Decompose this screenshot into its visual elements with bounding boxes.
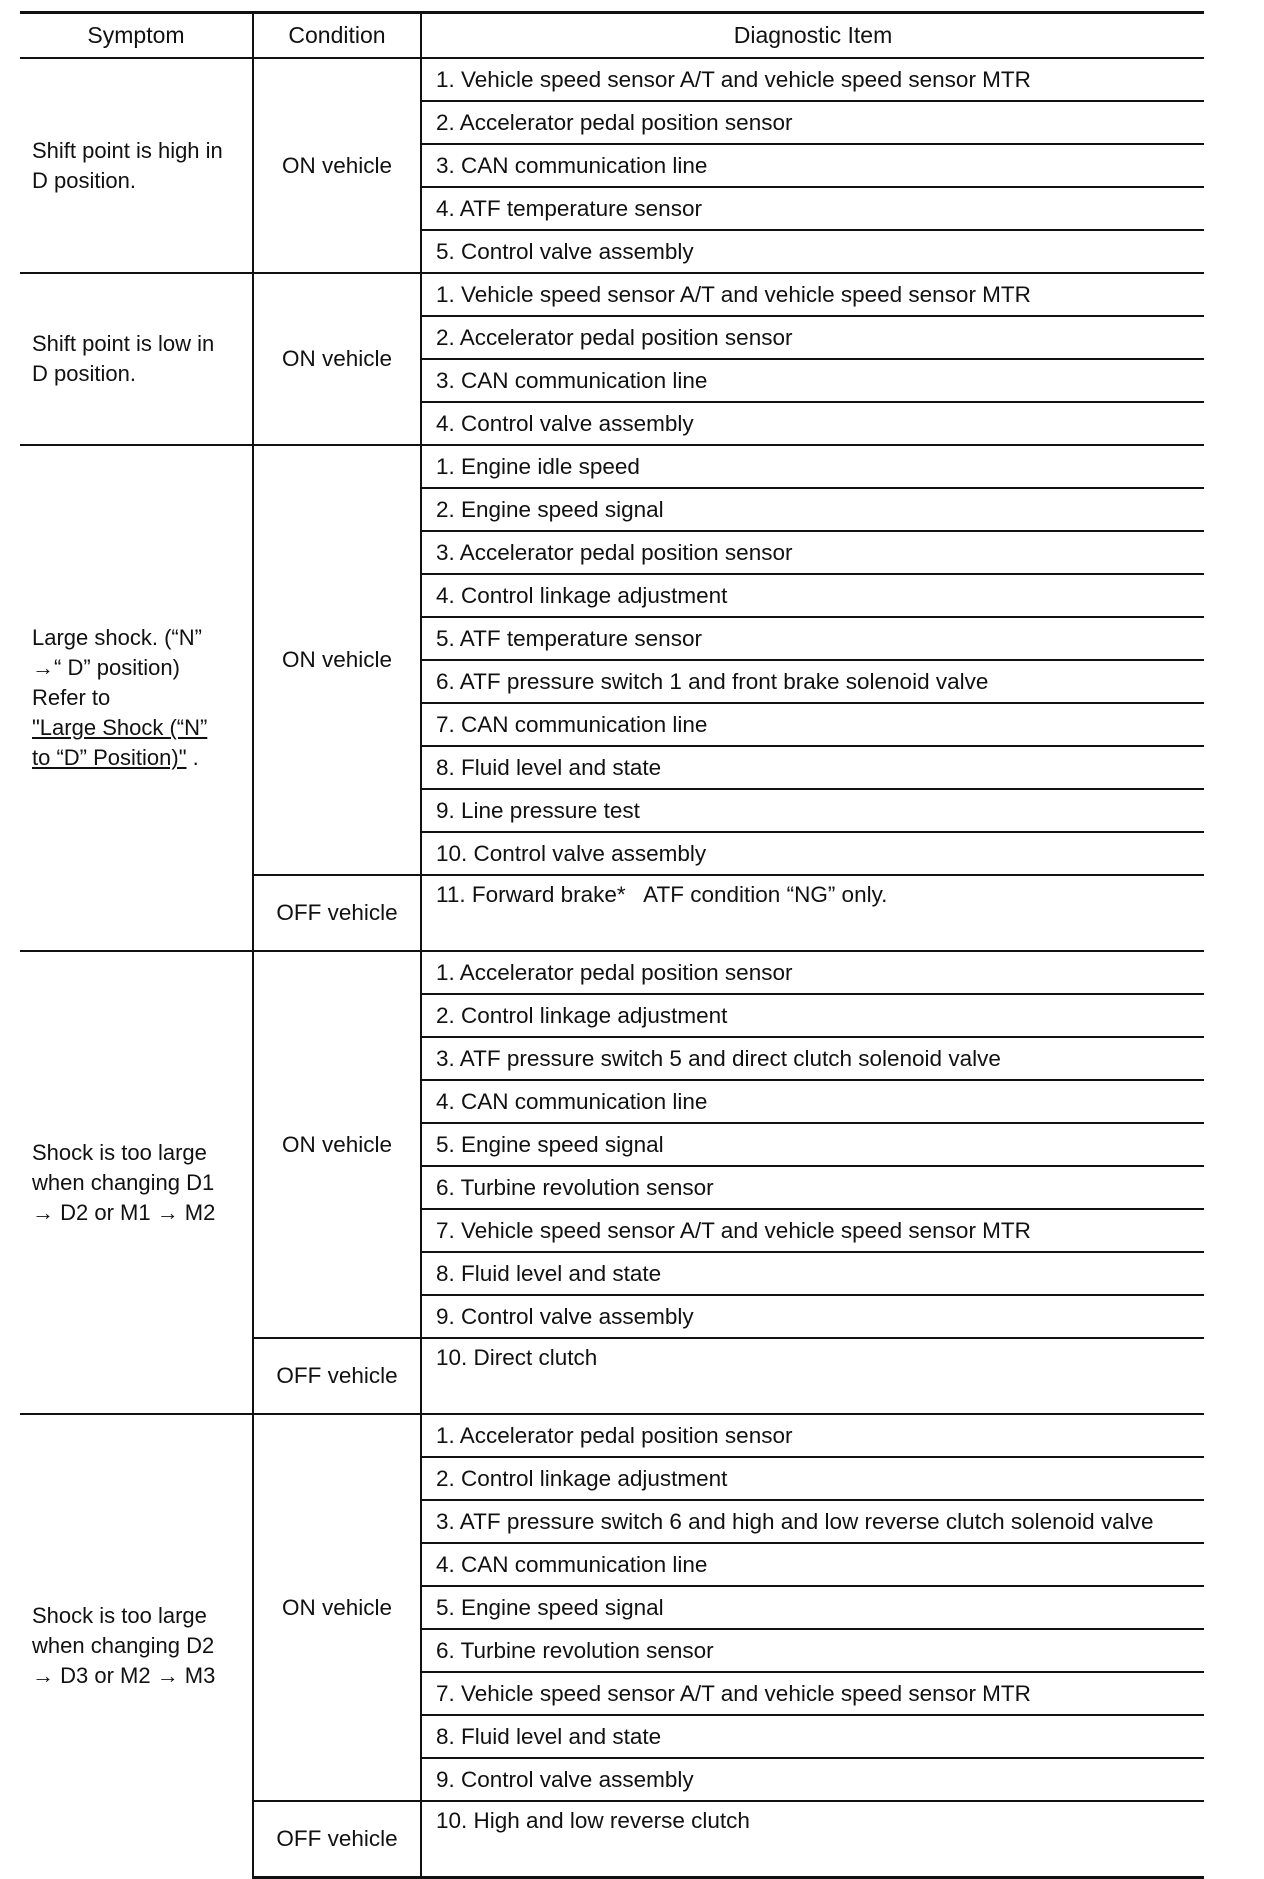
symptom-text-line: Large shock. (“N” [32,625,202,650]
symptom-cell [20,445,253,951]
table-header-row [20,13,1204,59]
diagnostic-item-cell: 7. Vehicle speed sensor A/T and vehicle speed sensor MTR [421,1209,1204,1252]
diagnostic-item-cell: 2. Accelerator pedal position sensor [421,316,1204,359]
diagnostic-item-cell: 5. Control valve assembly [421,230,1204,273]
diagnostic-item-cell: 10. High and low reverse clutch [421,1801,1204,1878]
diagnostic-item-cell: 6. Turbine revolution sensor [421,1166,1204,1209]
diagnostic-item-cell: 1. Accelerator pedal position sensor [421,1414,1204,1457]
table-row [20,951,1204,994]
diagnostic-item-cell: 8. Fluid level and state [421,746,1204,789]
diagnostic-item-cell: 4. ATF temperature sensor [421,187,1204,230]
symptom-text-line: D position. [32,167,136,193]
symptom-cell [20,951,253,1414]
table-body [20,58,1204,1878]
diagnostic-item-cell: 9. Line pressure test [421,789,1204,832]
table-row [20,273,1204,316]
diagnostic-item-cell: 2. Engine speed signal [421,488,1204,531]
diagnostic-item-cell: 11. Forward brake* ATF condition “NG” only. [421,875,1204,951]
header-diagnostic-item: Diagnostic Item [421,13,1204,59]
condition-cell: OFF vehicle [253,1801,421,1878]
diagnostic-item-cell: 5. Engine speed signal [421,1123,1204,1166]
diagnostic-item-cell: 9. Control valve assembly [421,1295,1204,1338]
diagnostic-item-cell: 6. ATF pressure switch 1 and front brake solenoid valve [421,660,1204,703]
diagnostic-item-cell: 4. CAN communication line [421,1080,1204,1123]
diagnostic-item-cell: 2. Control linkage adjustment [421,1457,1204,1500]
symptom-cell [20,273,253,445]
symptom-text-line: D position. [32,361,136,386]
diagnostic-item-cell: 4. Control valve assembly [421,402,1204,445]
symptom-text-line: Shock is too large [32,1139,207,1165]
symptom-text-line: Refer to [32,685,111,710]
diagnostic-item-cell: 3. ATF pressure switch 5 and direct clutch solenoid valve [421,1037,1204,1080]
condition-cell: ON vehicle [253,273,421,445]
diagnostic-item-cell: 2. Accelerator pedal position sensor [421,101,1204,144]
diagnostic-item-cell: 3. CAN communication line [421,144,1204,187]
condition-cell: ON vehicle [253,951,421,1338]
symptom-reference-link[interactable]: to “D” Position)" [32,745,187,770]
diagnostic-item-cell: 3. Accelerator pedal position sensor [421,531,1204,574]
symptom-text-line: Shift point is low in [32,331,215,356]
condition-cell: OFF vehicle [253,875,421,951]
symptom-link-suffix: . [186,745,199,770]
condition-cell: ON vehicle [253,445,421,875]
diagnostic-item-cell: 5. ATF temperature sensor [421,617,1204,660]
symptom-cell [20,58,253,273]
diagnostic-item-cell: 3. CAN communication line [421,359,1204,402]
diagnostic-item-cell: 4. Control linkage adjustment [421,574,1204,617]
diagnostic-item-cell: 7. CAN communication line [421,703,1204,746]
symptom-text-line: when changing D1 [32,1169,215,1195]
diagnostic-item-cell: 8. Fluid level and state [421,1252,1204,1295]
symptom-reference-link[interactable]: "Large Shock (“N” [32,715,208,740]
symptom-text-line: → D3 or M2 → M3 [32,1663,216,1689]
diagnostic-item-cell: 6. Turbine revolution sensor [421,1629,1204,1672]
header-condition: Condition [253,13,421,59]
diagnostic-item-cell: 1. Engine idle speed [421,445,1204,488]
diagnostic-item-cell: 10. Direct clutch [421,1338,1204,1414]
diagnostic-item-cell: 9. Control valve assembly [421,1758,1204,1801]
symptom-text-line: →“ D” position) [32,655,180,680]
diagnostic-item-cell: 7. Vehicle speed sensor A/T and vehicle speed sensor MTR [421,1672,1204,1715]
diagnostic-item-cell: 5. Engine speed signal [421,1586,1204,1629]
condition-cell: OFF vehicle [253,1338,421,1414]
diagnostic-item-cell: 1. Vehicle speed sensor A/T and vehicle speed sensor MTR [421,58,1204,101]
symptom-text-line: → D2 or M1 → M2 [32,1199,216,1225]
diagnostic-item-cell: 2. Control linkage adjustment [421,994,1204,1037]
symptom-text-line: when changing D2 [32,1633,215,1659]
symptom-cell [20,1414,253,1878]
diagnostic-item-cell: 1. Accelerator pedal position sensor [421,951,1204,994]
diagnostic-table [20,11,1204,1879]
diagnostic-item-cell: 4. CAN communication line [421,1543,1204,1586]
condition-cell: ON vehicle [253,1414,421,1801]
table-row [20,1414,1204,1457]
diagnostic-item-cell: 3. ATF pressure switch 6 and high and low reverse clutch solenoid valve [421,1500,1204,1543]
symptom-text-line: Shock is too large [32,1603,207,1629]
diagnostic-item-cell: 8. Fluid level and state [421,1715,1204,1758]
table-row [20,58,1204,101]
diagnostic-item-cell: 1. Vehicle speed sensor A/T and vehicle speed sensor MTR [421,273,1204,316]
header-symptom: Symptom [20,13,253,59]
table-row [20,445,1204,488]
diagnostic-item-cell: 10. Control valve assembly [421,832,1204,875]
condition-cell: ON vehicle [253,58,421,273]
symptom-text-line: Shift point is high in [32,137,223,163]
